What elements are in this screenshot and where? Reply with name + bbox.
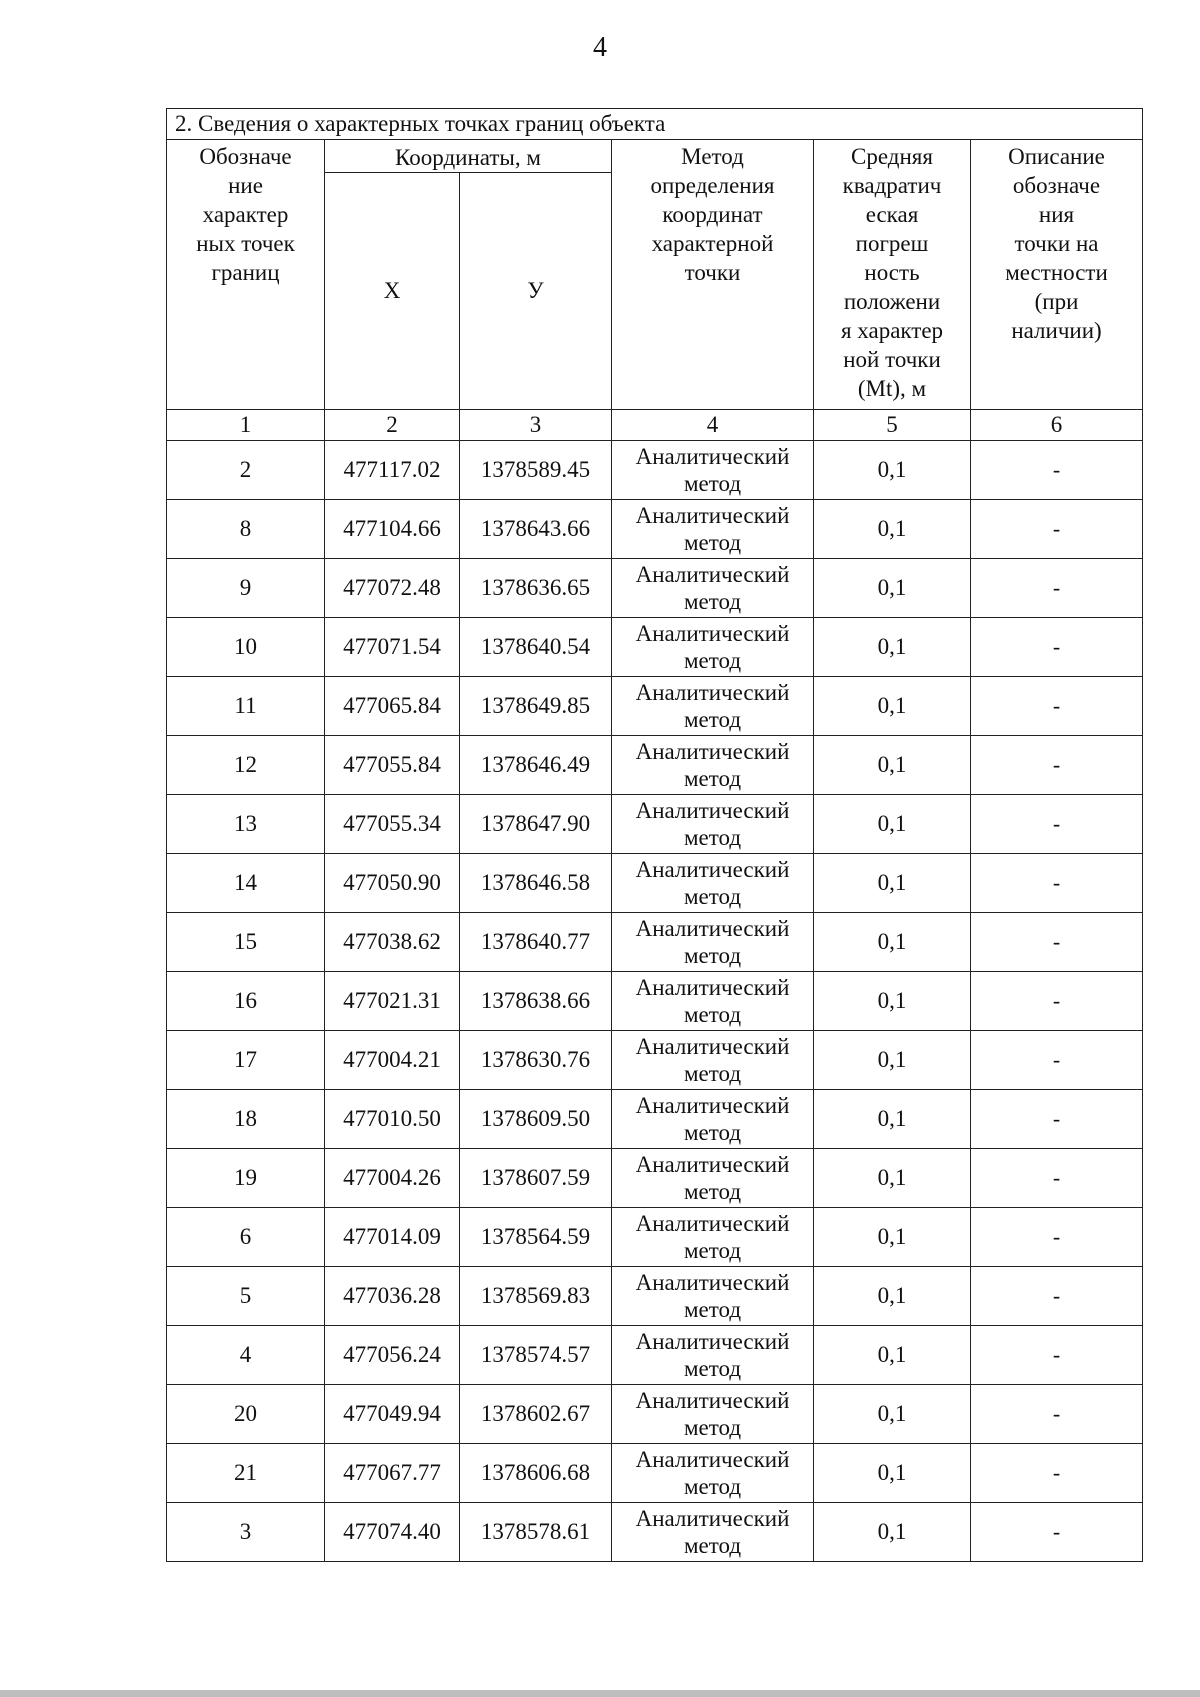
table-row bbox=[167, 1503, 1143, 1562]
coord-y: 1378589.45 bbox=[460, 441, 612, 500]
header-description-text: Описание обозначе ния точки на местности (при наличии) bbox=[1005, 144, 1108, 343]
point-number: 4 bbox=[167, 1326, 325, 1385]
point-number: 17 bbox=[167, 1031, 325, 1090]
point-description: - bbox=[971, 1326, 1143, 1385]
point-number: 6 bbox=[167, 1208, 325, 1267]
point-description: - bbox=[971, 500, 1143, 559]
mean-error: 0,1 bbox=[814, 854, 971, 913]
coord-x: 477055.34 bbox=[325, 795, 460, 854]
point-description: - bbox=[971, 913, 1143, 972]
column-number: 6 bbox=[971, 410, 1143, 441]
section-title: 2. Сведения о характерных точках границ объекта bbox=[167, 109, 1143, 140]
scan-edge bbox=[0, 1690, 1200, 1697]
point-number: 12 bbox=[167, 736, 325, 795]
header-method-text: Метод определения координат характерной точки bbox=[650, 144, 775, 285]
header-mean-error bbox=[814, 140, 971, 410]
method: Аналитический метод bbox=[612, 441, 814, 500]
point-number: 3 bbox=[167, 1503, 325, 1562]
coord-x: 477004.21 bbox=[325, 1031, 460, 1090]
method: Аналитический метод bbox=[612, 559, 814, 618]
coord-y: 1378643.66 bbox=[460, 500, 612, 559]
point-number: 13 bbox=[167, 795, 325, 854]
coord-y: 1378640.77 bbox=[460, 913, 612, 972]
point-description: - bbox=[971, 618, 1143, 677]
point-description: - bbox=[971, 1090, 1143, 1149]
coord-y: 1378630.76 bbox=[460, 1031, 612, 1090]
coord-y: 1378564.59 bbox=[460, 1208, 612, 1267]
coord-x: 477104.66 bbox=[325, 500, 460, 559]
header-point-designation bbox=[167, 140, 325, 410]
table-row bbox=[167, 1444, 1143, 1503]
method: Аналитический метод bbox=[612, 972, 814, 1031]
coord-y: 1378649.85 bbox=[460, 677, 612, 736]
point-description: - bbox=[971, 1385, 1143, 1444]
table-row bbox=[167, 1208, 1143, 1267]
coord-y: 1378636.65 bbox=[460, 559, 612, 618]
mean-error: 0,1 bbox=[814, 913, 971, 972]
method: Аналитический метод bbox=[612, 1326, 814, 1385]
coord-x: 477055.84 bbox=[325, 736, 460, 795]
point-number: 9 bbox=[167, 559, 325, 618]
point-number: 15 bbox=[167, 913, 325, 972]
table-row bbox=[167, 972, 1143, 1031]
point-description: - bbox=[971, 795, 1143, 854]
column-number: 4 bbox=[612, 410, 814, 441]
mean-error: 0,1 bbox=[814, 736, 971, 795]
table-row bbox=[167, 618, 1143, 677]
point-description: - bbox=[971, 736, 1143, 795]
coord-y: 1378606.68 bbox=[460, 1444, 612, 1503]
mean-error: 0,1 bbox=[814, 1090, 971, 1149]
coord-y: 1378578.61 bbox=[460, 1503, 612, 1562]
point-description: - bbox=[971, 441, 1143, 500]
coord-x: 477049.94 bbox=[325, 1385, 460, 1444]
mean-error: 0,1 bbox=[814, 972, 971, 1031]
method: Аналитический метод bbox=[612, 677, 814, 736]
header-description bbox=[971, 140, 1143, 410]
coord-y: 1378602.67 bbox=[460, 1385, 612, 1444]
mean-error: 0,1 bbox=[814, 559, 971, 618]
coord-x: 477056.24 bbox=[325, 1326, 460, 1385]
method: Аналитический метод bbox=[612, 1090, 814, 1149]
point-number: 18 bbox=[167, 1090, 325, 1149]
coord-x: 477038.62 bbox=[325, 913, 460, 972]
column-number-row bbox=[167, 410, 1143, 441]
mean-error: 0,1 bbox=[814, 795, 971, 854]
point-description: - bbox=[971, 677, 1143, 736]
mean-error: 0,1 bbox=[814, 677, 971, 736]
table-row bbox=[167, 1267, 1143, 1326]
coord-x: 477010.50 bbox=[325, 1090, 460, 1149]
point-number: 2 bbox=[167, 441, 325, 500]
method: Аналитический метод bbox=[612, 1031, 814, 1090]
coord-y: 1378607.59 bbox=[460, 1149, 612, 1208]
method: Аналитический метод bbox=[612, 1149, 814, 1208]
table-row bbox=[167, 795, 1143, 854]
header-method bbox=[612, 140, 814, 410]
mean-error: 0,1 bbox=[814, 500, 971, 559]
coord-x: 477117.02 bbox=[325, 441, 460, 500]
column-number: 2 bbox=[325, 410, 460, 441]
point-number: 5 bbox=[167, 1267, 325, 1326]
method: Аналитический метод bbox=[612, 1444, 814, 1503]
method: Аналитический метод bbox=[612, 1267, 814, 1326]
point-description: - bbox=[971, 1149, 1143, 1208]
coord-y: 1378646.49 bbox=[460, 736, 612, 795]
point-number: 20 bbox=[167, 1385, 325, 1444]
point-number: 11 bbox=[167, 677, 325, 736]
point-description: - bbox=[971, 1031, 1143, 1090]
method: Аналитический метод bbox=[612, 1208, 814, 1267]
table-row bbox=[167, 1326, 1143, 1385]
method: Аналитический метод bbox=[612, 1385, 814, 1444]
table-row bbox=[167, 854, 1143, 913]
table-row bbox=[167, 1149, 1143, 1208]
point-number: 19 bbox=[167, 1149, 325, 1208]
header-coordinates: Координаты, м bbox=[325, 140, 612, 173]
coord-x: 477050.90 bbox=[325, 854, 460, 913]
coord-y: 1378569.83 bbox=[460, 1267, 612, 1326]
mean-error: 0,1 bbox=[814, 1267, 971, 1326]
column-number: 5 bbox=[814, 410, 971, 441]
point-description: - bbox=[971, 559, 1143, 618]
mean-error: 0,1 bbox=[814, 441, 971, 500]
mean-error: 0,1 bbox=[814, 1208, 971, 1267]
coord-x: 477067.77 bbox=[325, 1444, 460, 1503]
coord-y: 1378640.54 bbox=[460, 618, 612, 677]
point-number: 21 bbox=[167, 1444, 325, 1503]
method: Аналитический метод bbox=[612, 913, 814, 972]
mean-error: 0,1 bbox=[814, 1031, 971, 1090]
method: Аналитический метод bbox=[612, 854, 814, 913]
method: Аналитический метод bbox=[612, 795, 814, 854]
table-row bbox=[167, 913, 1143, 972]
coord-x: 477072.48 bbox=[325, 559, 460, 618]
coord-x: 477065.84 bbox=[325, 677, 460, 736]
page-number: 4 bbox=[593, 32, 607, 63]
header-x: Х bbox=[325, 173, 460, 410]
method: Аналитический метод bbox=[612, 500, 814, 559]
column-number: 3 bbox=[460, 410, 612, 441]
coord-y: 1378638.66 bbox=[460, 972, 612, 1031]
mean-error: 0,1 bbox=[814, 618, 971, 677]
method: Аналитический метод bbox=[612, 1503, 814, 1562]
table-row bbox=[167, 500, 1143, 559]
coord-x: 477004.26 bbox=[325, 1149, 460, 1208]
method: Аналитический метод bbox=[612, 736, 814, 795]
header-point-designation-text: Обозначе ние характер ных точек границ bbox=[196, 144, 295, 285]
point-description: - bbox=[971, 1444, 1143, 1503]
header-y: У bbox=[460, 173, 612, 410]
point-description: - bbox=[971, 1208, 1143, 1267]
table-row bbox=[167, 677, 1143, 736]
mean-error: 0,1 bbox=[814, 1385, 971, 1444]
coord-x: 477036.28 bbox=[325, 1267, 460, 1326]
point-description: - bbox=[971, 854, 1143, 913]
coord-y: 1378609.50 bbox=[460, 1090, 612, 1149]
point-number: 16 bbox=[167, 972, 325, 1031]
table-row bbox=[167, 736, 1143, 795]
coord-y: 1378646.58 bbox=[460, 854, 612, 913]
table-row bbox=[167, 1031, 1143, 1090]
coord-x: 477071.54 bbox=[325, 618, 460, 677]
point-number: 14 bbox=[167, 854, 325, 913]
point-description: - bbox=[971, 972, 1143, 1031]
table-row bbox=[167, 559, 1143, 618]
coord-x: 477021.31 bbox=[325, 972, 460, 1031]
table-row bbox=[167, 441, 1143, 500]
table-row bbox=[167, 1385, 1143, 1444]
boundary-points-table bbox=[166, 108, 1143, 1562]
point-number: 8 bbox=[167, 500, 325, 559]
column-number: 1 bbox=[167, 410, 325, 441]
mean-error: 0,1 bbox=[814, 1326, 971, 1385]
point-description: - bbox=[971, 1503, 1143, 1562]
point-number: 10 bbox=[167, 618, 325, 677]
mean-error: 0,1 bbox=[814, 1503, 971, 1562]
coord-y: 1378647.90 bbox=[460, 795, 612, 854]
point-description: - bbox=[971, 1267, 1143, 1326]
coord-y: 1378574.57 bbox=[460, 1326, 612, 1385]
mean-error: 0,1 bbox=[814, 1149, 971, 1208]
method: Аналитический метод bbox=[612, 618, 814, 677]
coord-x: 477074.40 bbox=[325, 1503, 460, 1562]
header-mean-error-text: Средняя квадратич еская погреш ность положени я характер ной точки (Mt), м bbox=[840, 144, 944, 401]
mean-error: 0,1 bbox=[814, 1444, 971, 1503]
coord-x: 477014.09 bbox=[325, 1208, 460, 1267]
table-row bbox=[167, 1090, 1143, 1149]
